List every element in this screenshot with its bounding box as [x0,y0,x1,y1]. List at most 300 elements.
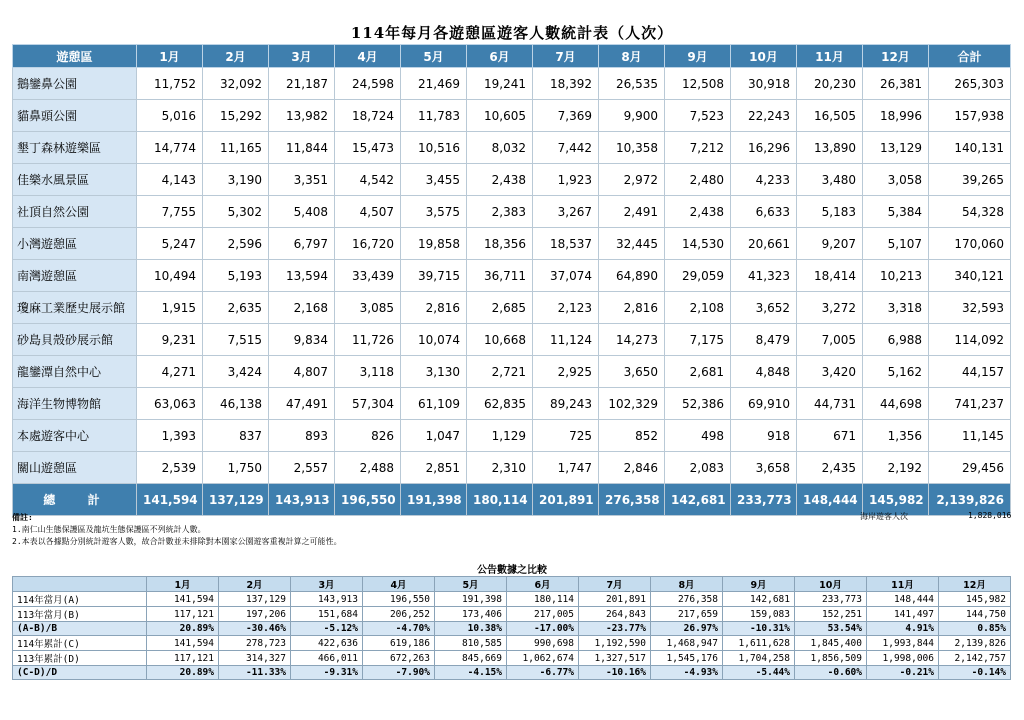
area-name-cell: 砂島貝殼砂展示館 [13,324,137,356]
column-header: 遊憩區 [13,45,137,68]
area-name-cell: 佳樂水風景區 [13,164,137,196]
value-cell: 1,047 [401,420,467,452]
comparison-value-cell: -6.77% [507,666,579,680]
value-cell: 10,358 [599,132,665,164]
notes-label: 備註: [12,513,33,522]
value-cell: 2,721 [467,356,533,388]
comparison-pct-row [13,666,1011,680]
value-cell: 4,848 [731,356,797,388]
comparison-value-cell: -4.93% [651,666,723,680]
value-cell: 5,408 [269,196,335,228]
comparison-value-cell: 141,497 [867,607,939,622]
value-cell: 2,635 [203,292,269,324]
value-cell: 13,982 [269,100,335,132]
comparison-value-cell: -4.70% [363,622,435,636]
table-row [13,260,1011,292]
value-cell: 4,233 [731,164,797,196]
table-row [13,68,1011,100]
comparison-value-cell: 152,251 [795,607,867,622]
comparison-column-header: 9月 [723,577,795,592]
value-cell: 5,183 [797,196,863,228]
value-cell: 2,846 [599,452,665,484]
total-value-cell: 201,891 [533,484,599,516]
column-header: 合計 [929,45,1011,68]
value-cell: 826 [335,420,401,452]
comparison-value-cell: 1,062,674 [507,651,579,666]
value-cell: 18,392 [533,68,599,100]
comparison-value-cell: 141,594 [147,592,219,607]
value-cell: 4,542 [335,164,401,196]
value-cell: 3,085 [335,292,401,324]
comparison-value-cell: 206,252 [363,607,435,622]
comparison-value-cell: 619,186 [363,636,435,651]
comparison-column-header: 10月 [795,577,867,592]
comparison-value-cell: 422,636 [291,636,363,651]
comparison-value-cell: -23.77% [579,622,651,636]
table-row [13,196,1011,228]
value-cell: 26,535 [599,68,665,100]
value-cell: 1,915 [137,292,203,324]
comparison-value-cell: 1,856,509 [795,651,867,666]
value-cell: 29,059 [665,260,731,292]
value-cell: 7,442 [533,132,599,164]
comparison-value-cell: 1,611,628 [723,636,795,651]
value-cell: 11,124 [533,324,599,356]
comparison-value-cell: 1,998,006 [867,651,939,666]
value-cell: 1,393 [137,420,203,452]
value-cell: 62,835 [467,388,533,420]
value-cell: 20,230 [797,68,863,100]
value-cell: 2,557 [269,452,335,484]
value-cell: 7,212 [665,132,731,164]
comparison-value-cell: -30.46% [219,622,291,636]
value-cell: 16,505 [797,100,863,132]
value-cell: 2,438 [665,196,731,228]
value-cell: 725 [533,420,599,452]
value-cell: 9,231 [137,324,203,356]
value-cell: 3,658 [731,452,797,484]
value-cell: 1,923 [533,164,599,196]
value-cell: 20,661 [731,228,797,260]
compare-title: 公告數據之比較 [477,565,547,576]
value-cell: 11,752 [137,68,203,100]
value-cell: 7,523 [665,100,731,132]
value-cell: 10,668 [467,324,533,356]
comparison-value-cell: 180,114 [507,592,579,607]
total-value-cell: 191,398 [401,484,467,516]
comparison-value-cell: 1,704,258 [723,651,795,666]
column-header: 3月 [269,45,335,68]
value-cell: 21,187 [269,68,335,100]
value-cell: 32,445 [599,228,665,260]
value-cell: 3,650 [599,356,665,388]
value-cell: 2,491 [599,196,665,228]
value-cell: 5,016 [137,100,203,132]
comparison-value-cell: 142,681 [723,592,795,607]
value-cell: 11,165 [203,132,269,164]
value-cell: 102,329 [599,388,665,420]
value-cell: 157,938 [929,100,1011,132]
column-header: 12月 [863,45,929,68]
value-cell: 52,386 [665,388,731,420]
value-cell: 741,237 [929,388,1011,420]
value-cell: 671 [797,420,863,452]
area-name-cell: 瓊麻工業歷史展示館 [13,292,137,324]
value-cell: 4,507 [335,196,401,228]
comparison-value-cell: 143,913 [291,592,363,607]
value-cell: 6,633 [731,196,797,228]
comparison-row [13,592,1011,607]
visitor-stats-table [12,44,1011,516]
comparison-value-cell: 1,192,590 [579,636,651,651]
comparison-value-cell: 159,083 [723,607,795,622]
value-cell: 3,351 [269,164,335,196]
column-header: 5月 [401,45,467,68]
comparison-value-cell: 197,206 [219,607,291,622]
value-cell: 5,107 [863,228,929,260]
table-row [13,388,1011,420]
comparison-value-cell: 990,698 [507,636,579,651]
value-cell: 2,488 [335,452,401,484]
comparison-column-header [13,577,147,592]
value-cell: 2,480 [665,164,731,196]
value-cell: 7,755 [137,196,203,228]
value-cell: 3,130 [401,356,467,388]
value-cell: 4,271 [137,356,203,388]
total-value-cell: 2,139,826 [929,484,1011,516]
value-cell: 837 [203,420,269,452]
value-cell: 3,267 [533,196,599,228]
column-header: 11月 [797,45,863,68]
comparison-value-cell: 191,398 [435,592,507,607]
value-cell: 918 [731,420,797,452]
value-cell: 2,685 [467,292,533,324]
value-cell: 11,145 [929,420,1011,452]
value-cell: 37,074 [533,260,599,292]
area-name-cell: 小灣遊憩區 [13,228,137,260]
value-cell: 1,750 [203,452,269,484]
value-cell: 3,318 [863,292,929,324]
value-cell: 11,726 [335,324,401,356]
value-cell: 2,816 [401,292,467,324]
value-cell: 498 [665,420,731,452]
value-cell: 893 [269,420,335,452]
total-value-cell: 148,444 [797,484,863,516]
value-cell: 6,988 [863,324,929,356]
comparison-value-cell: -11.33% [219,666,291,680]
comparison-value-cell: 141,594 [147,636,219,651]
value-cell: 10,494 [137,260,203,292]
value-cell: 3,575 [401,196,467,228]
comparison-value-cell: -7.90% [363,666,435,680]
comparison-value-cell: 4.91% [867,622,939,636]
column-header: 9月 [665,45,731,68]
comparison-label-cell: 113年累計(D) [13,651,147,666]
comparison-value-cell: -9.31% [291,666,363,680]
comparison-table [12,576,1011,680]
column-header: 7月 [533,45,599,68]
value-cell: 2,972 [599,164,665,196]
total-value-cell: 233,773 [731,484,797,516]
comparison-value-cell: 26.97% [651,622,723,636]
comparison-value-cell: 145,982 [939,592,1011,607]
value-cell: 170,060 [929,228,1011,260]
area-name-cell: 鵝鑾鼻公園 [13,68,137,100]
comparison-value-cell: 278,723 [219,636,291,651]
value-cell: 13,594 [269,260,335,292]
table-row [13,324,1011,356]
value-cell: 6,797 [269,228,335,260]
value-cell: 69,910 [731,388,797,420]
value-cell: 54,328 [929,196,1011,228]
value-cell: 4,143 [137,164,203,196]
table-row [13,420,1011,452]
table-row [13,292,1011,324]
table-row [13,164,1011,196]
value-cell: 30,918 [731,68,797,100]
value-cell: 29,456 [929,452,1011,484]
column-header: 6月 [467,45,533,68]
value-cell: 21,469 [401,68,467,100]
comparison-value-cell: 53.54% [795,622,867,636]
comparison-value-cell: -10.31% [723,622,795,636]
comparison-label-cell: 114年累計(C) [13,636,147,651]
comparison-value-cell: -4.15% [435,666,507,680]
value-cell: 7,515 [203,324,269,356]
comparison-value-cell: 137,129 [219,592,291,607]
comparison-column-header: 5月 [435,577,507,592]
comparison-value-cell: 20.89% [147,666,219,680]
value-cell: 2,310 [467,452,533,484]
comparison-value-cell: -0.14% [939,666,1011,680]
comparison-value-cell: 0.85% [939,622,1011,636]
value-cell: 2,108 [665,292,731,324]
comparison-row [13,607,1011,622]
value-cell: 47,491 [269,388,335,420]
value-cell: 89,243 [533,388,599,420]
value-cell: 5,193 [203,260,269,292]
value-cell: 61,109 [401,388,467,420]
area-name-cell: 社頂自然公園 [13,196,137,228]
value-cell: 10,516 [401,132,467,164]
value-cell: 36,711 [467,260,533,292]
comparison-value-cell: -0.60% [795,666,867,680]
value-cell: 3,118 [335,356,401,388]
comparison-value-cell: 1,327,517 [579,651,651,666]
value-cell: 3,058 [863,164,929,196]
value-cell: 1,356 [863,420,929,452]
table-row [13,228,1011,260]
comparison-value-cell: 148,444 [867,592,939,607]
comparison-row [13,636,1011,651]
comparison-value-cell: -5.12% [291,622,363,636]
value-cell: 3,455 [401,164,467,196]
comparison-value-cell: 276,358 [651,592,723,607]
value-cell: 1,129 [467,420,533,452]
comparison-value-cell: 2,142,757 [939,651,1011,666]
note-line-1: 1.南仁山生態保護區及龍坑生態保護區不列統計人數。 [12,525,206,534]
value-cell: 1,747 [533,452,599,484]
value-cell: 2,681 [665,356,731,388]
comparison-label-cell: 113年當月(B) [13,607,147,622]
comparison-value-cell: 264,843 [579,607,651,622]
value-cell: 2,083 [665,452,731,484]
value-cell: 19,858 [401,228,467,260]
comparison-value-cell: 217,659 [651,607,723,622]
table-row [13,356,1011,388]
value-cell: 265,303 [929,68,1011,100]
comparison-value-cell: 1,468,947 [651,636,723,651]
comparison-value-cell: -10.16% [579,666,651,680]
area-name-cell: 南灣遊憩區 [13,260,137,292]
value-cell: 39,265 [929,164,1011,196]
comparison-value-cell: 1,545,176 [651,651,723,666]
comparison-value-cell: 1,993,844 [867,636,939,651]
value-cell: 2,596 [203,228,269,260]
comparison-value-cell: 20.89% [147,622,219,636]
comparison-pct-row [13,622,1011,636]
value-cell: 9,207 [797,228,863,260]
value-cell: 3,190 [203,164,269,196]
value-cell: 9,900 [599,100,665,132]
value-cell: 64,890 [599,260,665,292]
value-cell: 5,247 [137,228,203,260]
comparison-value-cell: 117,121 [147,607,219,622]
value-cell: 852 [599,420,665,452]
comparison-column-header: 4月 [363,577,435,592]
value-cell: 2,851 [401,452,467,484]
total-value-cell: 196,550 [335,484,401,516]
table-row [13,100,1011,132]
value-cell: 22,243 [731,100,797,132]
comparison-column-header: 3月 [291,577,363,592]
comparison-row [13,651,1011,666]
comparison-value-cell: 201,891 [579,592,651,607]
comparison-column-header: 7月 [579,577,651,592]
value-cell: 3,424 [203,356,269,388]
value-cell: 5,384 [863,196,929,228]
column-header: 8月 [599,45,665,68]
comparison-value-cell: -5.44% [723,666,795,680]
value-cell: 5,162 [863,356,929,388]
value-cell: 32,092 [203,68,269,100]
value-cell: 3,652 [731,292,797,324]
value-cell: 7,005 [797,324,863,356]
value-cell: 2,192 [863,452,929,484]
value-cell: 18,356 [467,228,533,260]
comparison-header-row [13,577,1011,592]
value-cell: 16,720 [335,228,401,260]
value-cell: 26,381 [863,68,929,100]
value-cell: 18,724 [335,100,401,132]
comparison-value-cell: 173,406 [435,607,507,622]
value-cell: 19,241 [467,68,533,100]
value-cell: 11,844 [269,132,335,164]
value-cell: 2,123 [533,292,599,324]
column-header: 10月 [731,45,797,68]
comparison-value-cell: 144,750 [939,607,1011,622]
value-cell: 33,439 [335,260,401,292]
value-cell: 46,138 [203,388,269,420]
comparison-column-header: 11月 [867,577,939,592]
value-cell: 63,063 [137,388,203,420]
comparison-column-header: 1月 [147,577,219,592]
comparison-label-cell: (A-B)/B [13,622,147,636]
value-cell: 14,530 [665,228,731,260]
comparison-column-header: 2月 [219,577,291,592]
value-cell: 10,074 [401,324,467,356]
comparison-value-cell: -0.21% [867,666,939,680]
value-cell: 4,807 [269,356,335,388]
total-value-cell: 180,114 [467,484,533,516]
comparison-value-cell: 2,139,826 [939,636,1011,651]
comparison-value-cell: 217,005 [507,607,579,622]
value-cell: 13,129 [863,132,929,164]
area-name-cell: 海洋生物博物館 [13,388,137,420]
value-cell: 16,296 [731,132,797,164]
comparison-column-header: 8月 [651,577,723,592]
area-name-cell: 墾丁森林遊樂區 [13,132,137,164]
value-cell: 2,438 [467,164,533,196]
comparison-value-cell: 314,327 [219,651,291,666]
value-cell: 15,473 [335,132,401,164]
area-name-cell: 龍鑾潭自然中心 [13,356,137,388]
value-cell: 57,304 [335,388,401,420]
comparison-value-cell: 233,773 [795,592,867,607]
comparison-value-cell: 810,585 [435,636,507,651]
value-cell: 44,731 [797,388,863,420]
column-header: 4月 [335,45,401,68]
value-cell: 3,272 [797,292,863,324]
value-cell: 340,121 [929,260,1011,292]
comparison-value-cell: 466,011 [291,651,363,666]
value-cell: 15,292 [203,100,269,132]
sea-visitors-value: 1,828,016 [968,511,1012,520]
value-cell: 18,996 [863,100,929,132]
total-value-cell: 276,358 [599,484,665,516]
value-cell: 7,175 [665,324,731,356]
value-cell: 24,598 [335,68,401,100]
value-cell: 39,715 [401,260,467,292]
note-line-2: 2.本表以各據點分別統計遊客人數，故合計數並未排除對本園家公園遊客重複計算之可能性。 [12,537,342,546]
area-name-cell: 貓鼻頭公園 [13,100,137,132]
value-cell: 13,890 [797,132,863,164]
value-cell: 41,323 [731,260,797,292]
table-row [13,132,1011,164]
page-title: 114年每月各遊憩區遊客人數統計表（人次） [350,24,674,42]
value-cell: 12,508 [665,68,731,100]
value-cell: 140,131 [929,132,1011,164]
value-cell: 18,414 [797,260,863,292]
value-cell: 32,593 [929,292,1011,324]
comparison-value-cell: 10.38% [435,622,507,636]
comparison-column-header: 12月 [939,577,1011,592]
value-cell: 14,273 [599,324,665,356]
total-value-cell: 142,681 [665,484,731,516]
column-header: 1月 [137,45,203,68]
area-name-cell: 關山遊憩區 [13,452,137,484]
comparison-column-header: 6月 [507,577,579,592]
value-cell: 2,383 [467,196,533,228]
value-cell: 2,168 [269,292,335,324]
value-cell: 5,302 [203,196,269,228]
value-cell: 44,698 [863,388,929,420]
comparison-value-cell: 117,121 [147,651,219,666]
comparison-value-cell: 1,845,400 [795,636,867,651]
value-cell: 9,834 [269,324,335,356]
comparison-label-cell: 114年當月(A) [13,592,147,607]
comparison-value-cell: 151,684 [291,607,363,622]
